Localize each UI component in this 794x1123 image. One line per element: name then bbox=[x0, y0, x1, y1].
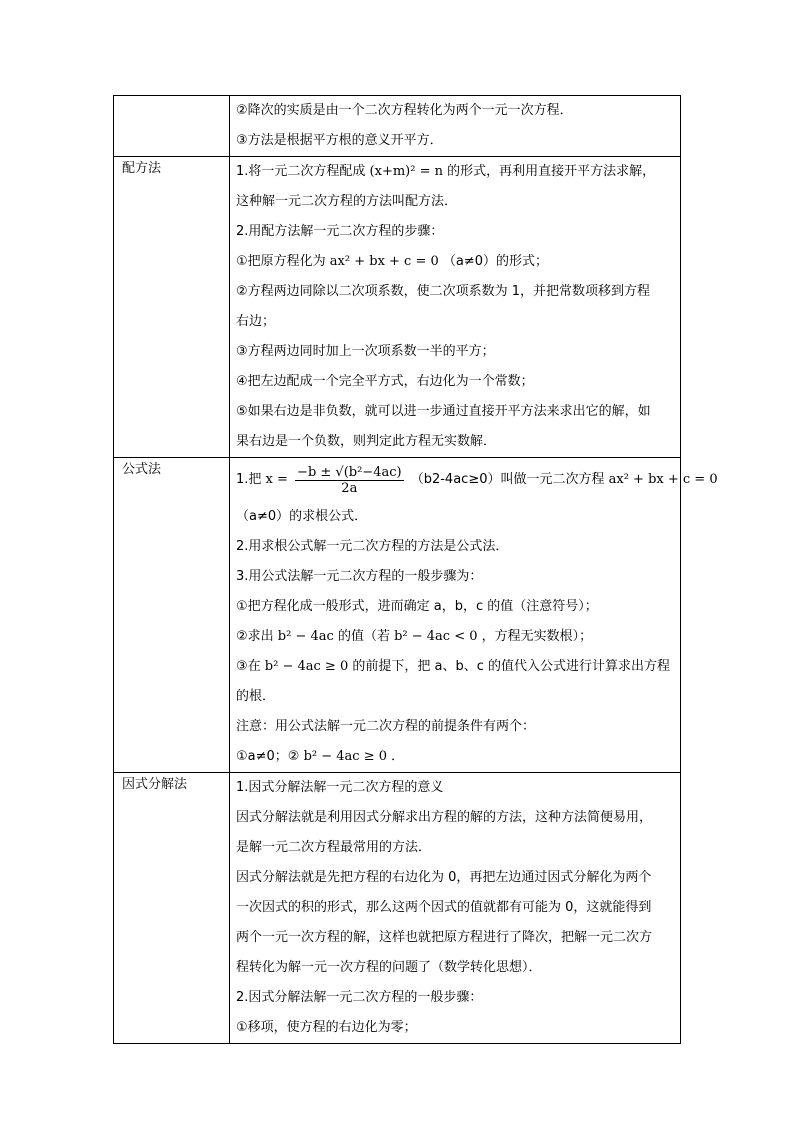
content-line: 一次因式的积的形式，那么这两个因式的值就都有可能为 0，这就能得到 bbox=[236, 900, 652, 915]
content-cell bbox=[230, 458, 718, 773]
text-segment: ①a≠0；② bbox=[236, 749, 300, 764]
content-line bbox=[236, 458, 718, 502]
content-line: ①移项，使方程的右边化为零； bbox=[236, 1020, 417, 1035]
content-line: 果右边是一个负数，则判定此方程无实数解． bbox=[236, 434, 497, 449]
formula-discriminant-nonneg: b² − 4ac ≥ 0 bbox=[264, 659, 349, 674]
quadratic-formula-fraction bbox=[295, 465, 404, 496]
content-line: 是解一元二次方程最常用的方法． bbox=[236, 840, 432, 855]
text-segment: 的前提下，把 a、b、c 的值代入公式进行计算求出方程 bbox=[352, 659, 670, 674]
text-segment: ，方程无实数根）； bbox=[481, 629, 593, 644]
content-cell bbox=[230, 773, 681, 1044]
content-line: 2.用配方法解一元二次方程的步骤： bbox=[236, 224, 444, 239]
content-line: ②降次的实质是由一个二次方程转化为两个一元一次方程． bbox=[236, 103, 573, 118]
text-segment: 1.将一元二次方程配成 bbox=[236, 164, 366, 179]
content-cell bbox=[230, 96, 681, 157]
content-line bbox=[236, 652, 676, 682]
content-line: （a≠0）的求根公式． bbox=[236, 509, 368, 524]
table-row-formula-method bbox=[114, 458, 681, 773]
content-line: 两个一元一次方程的解，这样也就把原方程进行了降次，把解一元二次方 bbox=[236, 930, 653, 945]
method-label: 因式分解法 bbox=[114, 773, 230, 1044]
content-line: 3.用公式法解一元二次方程的一般步骤为： bbox=[236, 569, 483, 584]
content-line: ③方法是根据平方根的意义开平方． bbox=[236, 133, 443, 148]
content-line: 程转化为解一元一次方程的问题了（数学转化思想）． bbox=[236, 960, 542, 975]
text-segment: 的值（若 bbox=[337, 629, 390, 644]
text-segment: ③在 bbox=[236, 659, 261, 674]
content-line: 这种解一元二次方程的方法叫配方法． bbox=[236, 194, 458, 209]
content-cell bbox=[230, 157, 681, 458]
formula-square-form: (x+m)² = n bbox=[369, 164, 443, 179]
text-segment: 的形式，再利用直接开平方法求解， bbox=[447, 164, 656, 179]
formula-general-form: ax² + bx + c = 0 bbox=[329, 254, 439, 269]
content-line: 2.因式分解法解一元二次方程的一般步骤： bbox=[236, 990, 483, 1005]
text-segment: ①把原方程化为 bbox=[236, 254, 326, 269]
method-label-cell bbox=[114, 96, 230, 157]
table-row-completing-square bbox=[114, 157, 681, 458]
content-line: 因式分解法就是利用因式分解求出方程的解的方法，这种方法简便易用， bbox=[236, 810, 653, 825]
text-segment: （b2-4ac≥0）叫做一元二次方程 bbox=[410, 472, 605, 487]
content-line bbox=[236, 742, 676, 772]
content-line bbox=[236, 622, 676, 652]
content-line: ①把方程化成一般形式，进而确定 a，b，c 的值（注意符号）； bbox=[236, 599, 598, 614]
method-label: 公式法 bbox=[114, 458, 230, 773]
content-line: 右边； bbox=[236, 314, 276, 329]
content-line: 1.因式分解法解一元二次方程的意义 bbox=[236, 780, 444, 795]
formula-general-form: ax² + bx + c = 0 bbox=[608, 472, 718, 487]
content-line: 注意：用公式法解一元二次方程的前提条件有两个： bbox=[236, 719, 536, 734]
formula-discriminant-nonneg: b² − 4ac ≥ 0 bbox=[303, 749, 388, 764]
formula-discriminant: b² − 4ac bbox=[277, 629, 334, 644]
content-line: 因式分解法就是先把方程的右边化为 0，再把左边通过因式分解化为两个 bbox=[236, 870, 652, 885]
formula-discriminant-negative: b² − 4ac < 0 bbox=[394, 629, 478, 644]
fraction-denominator: 2a bbox=[341, 481, 358, 496]
content-line: 2.用求根公式解一元二次方程的方法是公式法． bbox=[236, 539, 509, 554]
content-line bbox=[236, 247, 676, 277]
method-label: 配方法 bbox=[114, 157, 230, 458]
content-line: 的根． bbox=[236, 689, 276, 704]
table-row-factorization bbox=[114, 773, 681, 1044]
content-line: ④把左边配成一个完全平方式，右边化为一个常数； bbox=[236, 374, 534, 389]
knowledge-table bbox=[113, 95, 718, 1044]
text-segment: 1.把 bbox=[236, 472, 262, 487]
formula-x: x = bbox=[265, 472, 288, 487]
text-segment: ． bbox=[391, 749, 405, 764]
table-row-continuation bbox=[114, 96, 681, 157]
content-line: ②方程两边同除以二次项系数，使二次项系数为 1，并把常数项移到方程 bbox=[236, 284, 651, 299]
content-line: ③方程两边同时加上一次项系数一半的平方； bbox=[236, 344, 495, 359]
text-segment: （a≠0）的形式； bbox=[442, 254, 549, 269]
text-segment: ②求出 bbox=[236, 629, 274, 644]
content-line: ⑤如果右边是非负数，就可以进一步通过直接开平方法来求出它的解，如 bbox=[236, 404, 651, 419]
fraction-numerator: −b ± √(b²−4ac) bbox=[297, 465, 402, 480]
content-line bbox=[236, 157, 676, 187]
